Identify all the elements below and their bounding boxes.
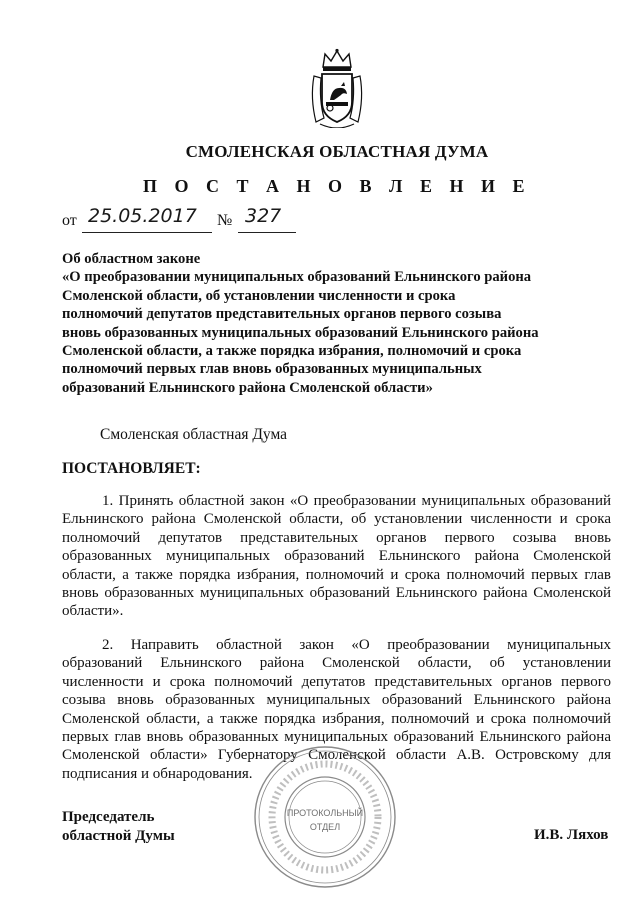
subject-line: полномочий депутатов представительных органов первого созыва xyxy=(62,306,502,323)
paragraph-line: Смоленской области» Губернатору Смоленской области А.В. Островскому для xyxy=(62,747,611,764)
paragraph-line: первых глав вновь образованных муниципальных образований Ельнинского района xyxy=(62,729,611,746)
date-underline xyxy=(82,232,212,233)
signatory-title xyxy=(62,808,175,846)
signatory-name: И.В. Ляхов xyxy=(534,827,609,843)
intro-text: Смоленская областная Дума xyxy=(100,426,288,443)
paragraph-line: Ельнинского района Смоленской области, об установлении численности и срока xyxy=(62,511,611,528)
stamp-center-line2: ОТДЕЛ xyxy=(309,822,341,832)
paragraph-line: 2. Направить областной закон «О преобразовании муниципальных xyxy=(102,637,611,653)
resolution-item-1 xyxy=(62,492,611,621)
date-prefix: от xyxy=(62,212,77,229)
number-prefix: № xyxy=(217,212,233,229)
document-subject xyxy=(62,250,582,397)
subject-line: вновь образованных муниципальных образований Ельнинского района xyxy=(62,324,539,341)
paragraph-line: созыва вновь образованных муниципальных образований Ельнинского района xyxy=(62,692,611,709)
signatory-title-line1: Председатель xyxy=(62,809,155,825)
subject-line: «О преобразовании муниципальных образований Ельнинского района xyxy=(62,269,532,286)
paragraph-line: области». xyxy=(62,603,124,620)
document-type-heading: П О С Т А Н О В Л Е Н И Е xyxy=(143,176,531,196)
paragraph-line: вновь образованных муниципальных образований Ельнинского района Смоленской xyxy=(62,585,611,602)
subject-line: образований Ельнинского района Смоленской области» xyxy=(62,379,433,396)
number-underline xyxy=(238,232,296,233)
subject-line: полномочий первых глав вновь образованных муниципальных xyxy=(62,361,482,378)
resolves-heading: ПОСТАНОВЛЯЕТ: xyxy=(62,460,201,477)
subject-line: Смоленской области, а также порядка избрания, полномочий и срока xyxy=(62,343,522,360)
paragraph-line: области, а также порядка избрания, полномочий и срока полномочий первых глав xyxy=(62,566,611,583)
paragraph-line: Смоленской области, а также порядка избрания, полномочий и срока полномочий xyxy=(62,710,611,727)
org-title: СМОЛЕНСКАЯ ОБЛАСТНАЯ ДУМА xyxy=(185,142,489,161)
paragraph-line: численности и срока полномочий депутатов представительных органов первого xyxy=(62,673,611,690)
paragraph-line: образованных муниципальных образований Ельнинского района Смоленской xyxy=(62,548,611,565)
seal-stamp-icon xyxy=(252,744,398,890)
date-handwritten: 25.05.2017 xyxy=(88,205,197,227)
stamp-center-line1: ПРОТОКОЛЬНЫЙ xyxy=(286,808,364,818)
number-handwritten: 327 xyxy=(245,205,282,227)
paragraph-line: подписания и обнародования. xyxy=(62,765,253,782)
paragraph-line: 1. Принять областной закон «О преобразовании муниципальных образований xyxy=(102,493,611,509)
coat-of-arms-icon xyxy=(306,48,368,128)
subject-line: Смоленской области, об установлении численности и срока xyxy=(62,287,456,304)
subject-line: Об областном законе xyxy=(62,251,201,267)
signatory-title-line2: областной Думы xyxy=(62,828,175,844)
paragraph-line: полномочий депутатов представительных органов первого созыва вновь xyxy=(62,529,611,546)
paragraph-line: образований Ельнинского района Смоленской области, об установлении xyxy=(62,655,611,672)
